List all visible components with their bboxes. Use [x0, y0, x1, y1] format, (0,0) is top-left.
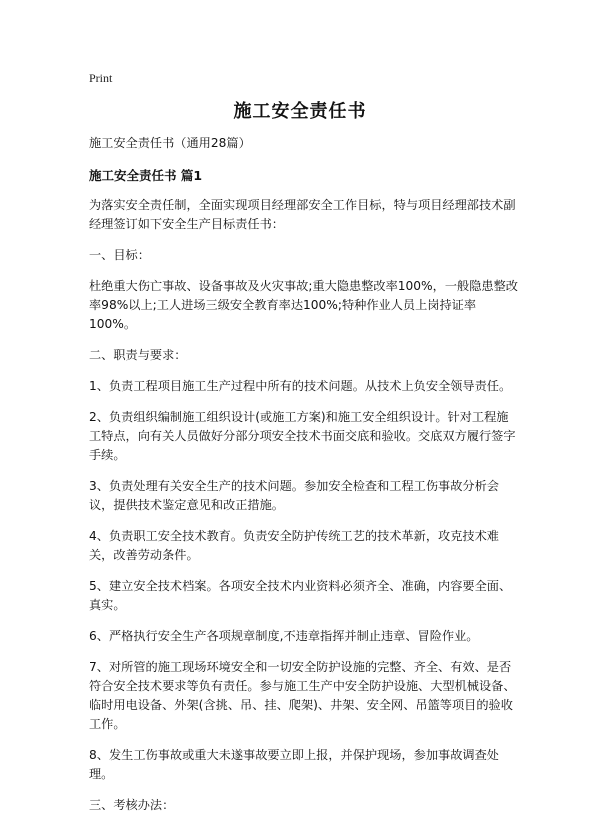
duty-item-2: 2、负责组织编制施工组织设计(或施工方案)和施工安全组织设计。针对工程施工特点，向有关人员做好分部分项安全技术书面交底和验收。交底双方履行签字手续。 — [89, 410, 516, 462]
document-subtitle: 施工安全责任书（通用28篇） — [89, 136, 251, 150]
heading-goals: 一、目标： — [89, 248, 150, 262]
print-label: Print — [89, 71, 113, 85]
duty-item-7: 7、对所管的施工现场环境安全和一切安全防护设施的完整、齐全、有效、是否符合安全技术要求等负有责任。参与施工生产中安全防护设施、大型机械设备、临时用电设备、外架(含挑、吊、挂、爬架)、井架、安全网、吊篮等项目的验收工作。 — [89, 660, 516, 731]
heading-duties: 二、职责与要求： — [89, 348, 187, 362]
heading-assessment: 三、考核办法： — [89, 798, 175, 812]
intro-paragraph: 为落实安全责任制，全面实现项目经理部安全工作目标，特与项目经理部技术副经理签订如下安全生产目标责任书： — [89, 198, 516, 231]
duty-item-3: 3、负责处理有关安全生产的技术问题。参加安全检查和工程工伤事故分析会议，提供技术鉴定意见和改正措施。 — [89, 479, 499, 512]
duty-item-8: 8、发生工伤事故或重大未遂事故要立即上报，并保护现场，参加事故调查处理。 — [89, 748, 499, 781]
duty-item-6: 6、严格执行安全生产各项规章制度,不违章指挥并制止违章、冒险作业。 — [89, 629, 479, 643]
duty-item-1: 1、负责工程项目施工生产过程中所有的技术问题。从技术上负安全领导责任。 — [89, 379, 512, 393]
duty-item-5: 5、建立安全技术档案。各项安全技术内业资料必须齐全、准确，内容要全面、真实。 — [89, 579, 512, 612]
document-title: 施工安全责任书 — [233, 101, 367, 122]
duty-item-4: 4、负责职工安全技术教育。负责安全防护传统工艺的技术革新，攻克技术难关，改善劳动条件。 — [89, 529, 499, 562]
goals-paragraph: 杜绝重大伤亡事故、设备事故及火灾事故;重大隐患整改率100%，一般隐患整改率98%以上;工人进场三级安全教育率达100%;特种作业人员上岗持证率100%。 — [89, 279, 518, 331]
section-heading: 施工安全责任书 篇1 — [89, 168, 203, 183]
document-body — [89, 134, 519, 827]
